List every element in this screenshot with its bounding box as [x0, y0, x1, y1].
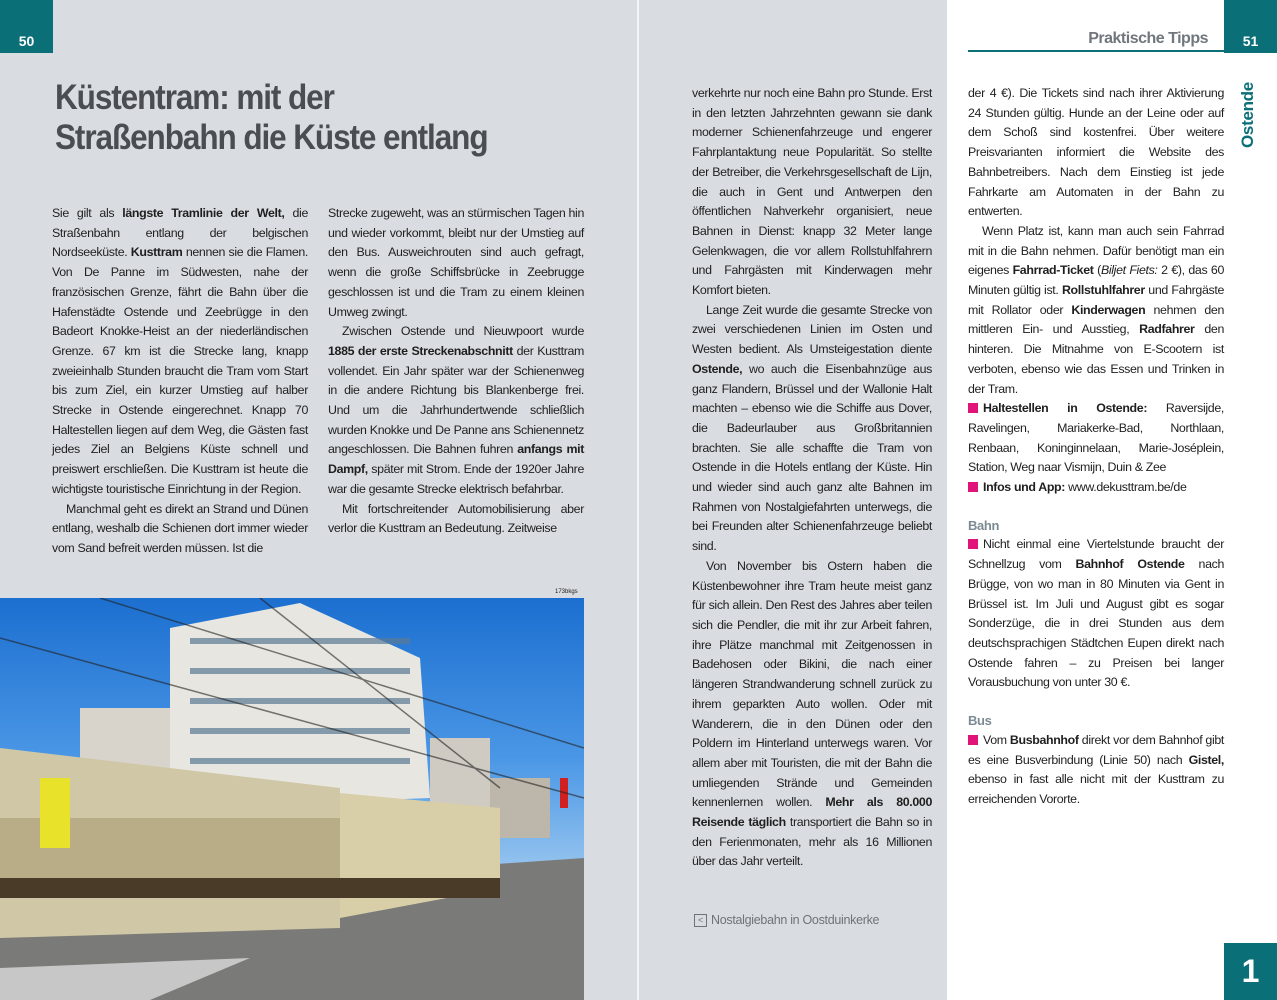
chapter-number: 1	[1224, 943, 1277, 1000]
bullet-item	[968, 478, 1224, 498]
page-number-right: 51	[1224, 0, 1277, 53]
text-run: Kusttram	[130, 245, 183, 260]
bus-info	[968, 731, 1224, 810]
text-run: ebenso in fast alle nicht mit der Kusttram zu erreichenden Vororte.	[968, 772, 1224, 806]
text-run: längste Tramlinie der Welt,	[122, 206, 285, 220]
side-label: Ostende	[1238, 82, 1257, 148]
text-run: Rollstuhlfahrer	[1061, 283, 1145, 298]
text-run: 1885 der erste Streckenabschnitt	[328, 343, 513, 358]
paragraph	[328, 322, 584, 499]
bullet-square-icon	[968, 403, 978, 413]
paragraph	[52, 204, 308, 500]
bullet-square-icon	[968, 735, 978, 745]
text-run: Mit fortschreitender Automobilisierung aber verlor die Kusttram an Bedeutung. Zeitweise	[328, 501, 584, 536]
text-run: Busbahnhof	[1009, 732, 1079, 747]
tram-photo	[0, 598, 584, 1000]
text-run: Sie gilt als	[52, 206, 123, 220]
text-run: die Straßenbahn entlang der belgischen Nordseeküste.	[52, 206, 308, 260]
text-run: Radfahrer	[1139, 322, 1195, 337]
text-run: Fahrrad-Ticket	[1012, 263, 1094, 278]
paragraph	[968, 222, 1224, 399]
text-run: Strecke zugeweht, was an stürmischen Tagen hin und wieder vorkommt, bleibt nur der Umstieg auf den Bus. Ausweichrouten sind auch gefragt, wenn die große Schiffsbrücke in Zeebrugge geschlossen ist und die Tram zu einem kleinen Umweg zwingt.	[328, 206, 584, 319]
text-run: wo auch die Eisenbahnzüge aus ganz Flandern, Brüssel und der Wallonie Halt machten – ebenso wie die Schiffe aus Dover, die Badeurlauber aus Großbritannien brachten. Sie alle schaffte die Tram von Ostende in die Hotels entlang der Küste. Hin und wieder sind auch ganz alte Bahnen im Rahmen von Nostalgiefahrten unterwegs, die bei Freunden alter Schienenfahrzeuge beliebt sind.	[692, 361, 932, 554]
photo-caption	[694, 913, 879, 927]
text-run: und Fahrgäste mit Rollator oder	[968, 283, 1224, 317]
text-run: anfangs mit Dampf,	[328, 442, 584, 477]
text-run: der Kusttram vollendet. Ein Jahr später war der Schienenweg in die andere Richtung bis Blankenberge frei. Und um die Jahrhundertwende schließlich wurden Knokke und De Panne ans Schienennetz angeschlossen. Die Bahnen fuhren	[328, 343, 585, 457]
running-header: Praktische Tipps	[968, 30, 1224, 52]
text-run: Zwischen Ostende und Nieuwpoort wurde	[342, 324, 584, 339]
paragraph	[692, 301, 932, 557]
section-heading-bahn: Bahn	[968, 517, 1000, 533]
paragraph	[328, 500, 584, 539]
bahn-info	[968, 535, 1224, 693]
caption-text: Nostalgiebahn in Oostduinkerke	[711, 913, 880, 927]
text-run: später mit Strom. Ende der 1920er Jahre war die gesamte Strecke elektrisch befahrbar.	[328, 462, 584, 496]
page-number-left: 50	[0, 0, 53, 53]
text-run: Lange Zeit wurde die gesamte Strecke von zwei verschiedenen Linien im Osten und Westen bedient. Als Umsteigestation diente	[692, 302, 932, 357]
text-run: Nicht einmal eine Viertelstunde braucht der Schnellzug vom	[968, 537, 1224, 572]
text-run: www.dekusttram.be/de	[1065, 480, 1187, 495]
text-run: Wenn Platz ist, kann man auch sein Fahrrad mit in die Bahn nehmen. Dafür benötigt man ein eigenes	[968, 223, 1224, 278]
page-title	[55, 78, 487, 158]
text-run: Vom	[983, 732, 1010, 747]
bullet-item	[968, 731, 1224, 810]
text-run: verkehrte nur noch eine Bahn pro Stunde. Erst in den letzten Jahrzehnten gewann sie dank moderner Schienenfahrzeuge und engerer Fahrplantaktung neue Popularität. So stellte der Betreiber, die Verkehrsgesellschaft de Lijn, die auch in Gent und Antwerpen den öffentlichen Nahverkehr organisiert, neue Bahnen in Dienst: knapp 32 Meter lange Gelenkwagen, die vor allem Rollstuhlfahrern und Fahrgästen mit Kinderwagen mehr Komfort bieten.	[692, 86, 932, 298]
text-run: nennen sie die Flamen. Von De Panne im Südwesten, nahe der französischen Grenze, fährt die Bahn über die Hafenstädte Ostende und Zeebrügge in den Badeort Knokke-Heist an der niederländischen Grenze. 67 km ist die Strecke lang, knapp zweieinhalb Stunden braucht die Tram vom Start bis zum Ziel, ein kurzer Umstieg auf halber Strecke in Ostende eingerechnet. Knapp 70 Haltestellen liegen auf dem Weg, die Gästen fast jedes Ziel an Belgiens Küste schnell und preiswert erschließen. Die Kusttram ist heute die wichtigste touristische Einrichtung in der Region.	[52, 245, 309, 496]
paragraph	[52, 500, 308, 559]
text-run: nehmen den mittleren Ein- und Ausstieg,	[968, 302, 1224, 337]
bullet-square-icon	[968, 482, 978, 492]
text-run: Ostende,	[692, 361, 743, 376]
text-column-4	[968, 84, 1224, 810]
paragraph	[968, 84, 1224, 222]
bullet-square-icon	[968, 539, 978, 549]
text-run: den hinteren. Die Mitnahme von E-Scootern ist verboten, ebenso wie das Essen und Trinken in der Tram.	[968, 322, 1225, 396]
arrow-left-icon: <	[694, 914, 707, 927]
text-run: Biljet Fiets:	[1100, 263, 1158, 278]
text-run: transportiert die Bahn so in den Ferienmonaten, mehr als 16 Millionen über das Jahr verteilt.	[692, 815, 932, 869]
section-heading-bus: Bus	[968, 713, 992, 729]
text-column-2	[328, 204, 584, 539]
text-run: Haltestellen in Ostende:	[983, 401, 1148, 416]
text-run: Kinderwagen	[1071, 302, 1146, 317]
text-run: der 4 €). Die Tickets sind nach ihrer Aktivierung 24 Stunden gültig. Hunde an der Leine oder auf dem Schoß sind kostenfrei. Über weitere Preisvarianten informiert die Website des Bahnbetreibers. Nach dem Einstieg ist jede Fahrkarte am Automaten in der Bahn zu entwerten.	[968, 86, 1224, 219]
text-run: Manchmal geht es direkt an Strand und Dünen entlang, weshalb die Schienen dort immer wieder vom Sand befreit werden müssen. Ist die	[52, 501, 308, 555]
info-paragraphs	[968, 84, 1224, 399]
text-run: Bahnhof Ostende	[1075, 557, 1185, 572]
paragraph	[328, 204, 584, 322]
info-bullets	[968, 399, 1224, 498]
text-run: 2 €), das 60 Minuten gültig ist.	[968, 263, 1224, 298]
text-column-1	[52, 204, 308, 559]
text-run: Raversijde, Ravelingen, Mariakerke-Bad, Northlaan, Renbaan, Koninginnelaan, Marie-Joséplein, Station, Weg naar Vismijn, Duin & Zee	[968, 401, 1224, 475]
paragraph	[692, 557, 932, 872]
photo-credit: 173bkgs	[555, 589, 578, 595]
title-line-1: Küstentram: mit der	[55, 78, 334, 117]
text-run: direkt vor dem Bahnhof gibt es eine Busverbindung (Linie 50) nach	[968, 732, 1224, 767]
title-line-2: Straßenbahn die Küste entlang	[55, 118, 488, 157]
paragraph	[692, 84, 932, 301]
text-column-3	[692, 84, 932, 872]
bullet-item	[968, 399, 1224, 478]
text-run: Gistel,	[1188, 752, 1224, 767]
text-run: Von November bis Ostern haben die Küstenbewohner ihre Tram heute meist ganz für sich allein. Den Rest des Jahres aber teilen sich die Pendler, die mit ihr zur Arbeit fahren, ihre Plätze manchmal mit Zeitgenossen in Badehosen oder Bikini, die nach einer längeren Strandwanderung schnell zurück zu ihrem geparkten Auto wollen. Oder mit Wanderern, die in den Dünen oder den Poldern im Hinterland unterwegs waren. Vor allem aber mit Touristen, die mit der Bahn die umliegenden Strände und Gemeinden kennenlernen wollen.	[692, 558, 932, 810]
bullet-item	[968, 535, 1224, 693]
text-run: nach Brügge, von wo man in 80 Minuten via Gent in Brüssel ist. Im Juli und August gibt es sogar Sonderzüge, die in drei Stunden aus dem deutschsprachigen Städtchen Eupen direkt nach Ostende fahren – zu Preisen bei langer Vorausbuchung von unter 30 €.	[968, 557, 1224, 690]
text-run: Infos und App:	[983, 480, 1066, 495]
text-run: (	[1093, 263, 1101, 278]
text-run: Mehr als 80.000 Reisende täglich	[692, 795, 932, 830]
